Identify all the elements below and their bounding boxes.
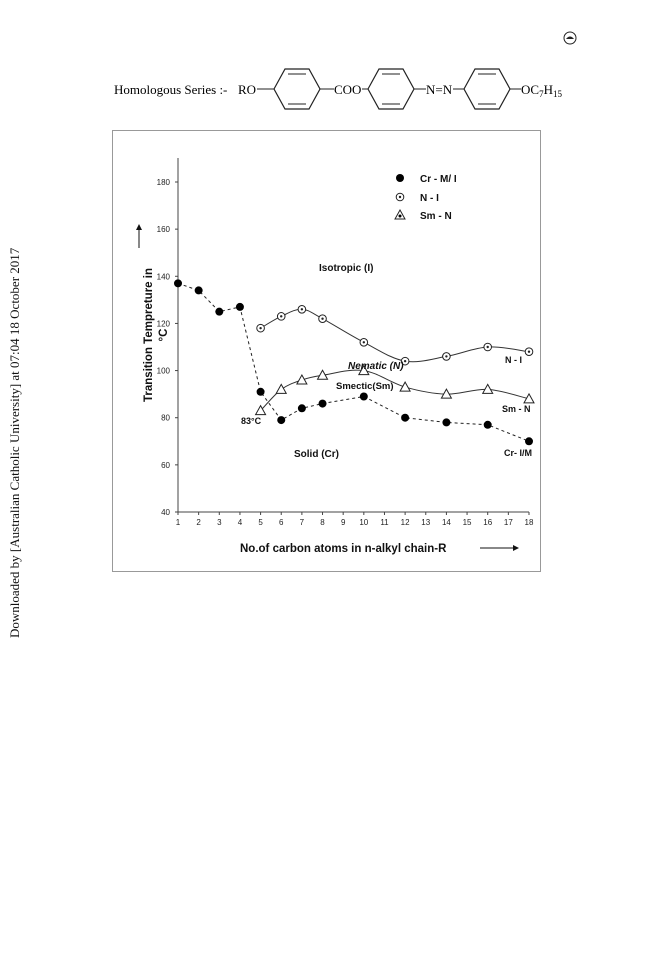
data-point	[298, 404, 306, 412]
legend-label: N - I	[420, 193, 439, 204]
curve-label-smn: Sm - N	[502, 404, 531, 414]
y-axis-unit: °C	[158, 328, 170, 342]
x-tick-label: 8	[320, 518, 325, 527]
series-prefix: Homologous Series :-	[114, 82, 228, 97]
x-tick-label: 11	[380, 518, 389, 527]
data-point	[484, 421, 492, 429]
data-point	[525, 348, 533, 356]
y-tick-label: 60	[161, 460, 170, 470]
x-axis-arrowhead	[513, 545, 519, 551]
x-tick-label: 1	[175, 518, 181, 527]
axes	[136, 158, 534, 555]
y-tick-label: 140	[156, 272, 170, 282]
x-tick-label: 2	[196, 518, 201, 527]
y-tick-label: 120	[156, 319, 170, 329]
data-point	[360, 393, 368, 401]
data-point-dot	[321, 318, 323, 320]
x-tick-label: 12	[400, 518, 410, 527]
curve-label-cr: Cr- I/M	[504, 448, 532, 458]
x-tick-label: 5	[258, 518, 263, 527]
x-tick-label: 17	[503, 518, 513, 527]
y-tick-label: 160	[156, 225, 170, 235]
data-point	[195, 286, 203, 294]
data-point-dot	[404, 360, 406, 362]
data-point	[319, 315, 327, 323]
data-point	[257, 324, 265, 332]
y-axis-label: Transition Tempreture in	[143, 268, 155, 402]
ro-group: RO	[238, 82, 257, 97]
temperature-callout: 83°C	[241, 416, 262, 426]
x-tick-label: 4	[237, 518, 243, 527]
x-tick-label: 13	[421, 518, 431, 527]
x-tick-label: 16	[483, 518, 493, 527]
data-point-dot	[445, 355, 447, 357]
x-tick-label: 9	[340, 518, 346, 527]
y-tick-label: 80	[161, 413, 170, 423]
data-point	[276, 384, 286, 393]
azo-group: N=N	[426, 82, 453, 97]
x-tick-label: 18	[524, 518, 534, 527]
data-point	[319, 400, 327, 408]
legend	[395, 174, 457, 222]
data-point	[257, 388, 265, 396]
data-point	[174, 279, 182, 287]
data-point	[442, 418, 450, 426]
download-note: Downloaded by [Australian Catholic University] at 07:04 18 October 2017	[7, 247, 22, 638]
x-tick-label: 15	[462, 518, 472, 527]
data-point	[443, 353, 451, 361]
data-point	[215, 308, 223, 316]
data-point-dot	[528, 351, 530, 353]
data-point	[484, 343, 492, 351]
data-point	[298, 305, 306, 313]
y-tick-label: 100	[156, 366, 170, 376]
legend-label: Sm - N	[420, 211, 452, 222]
x-tick-label: 6	[279, 518, 284, 527]
x-axis-label: No.of carbon atoms in n-alkyl chain-R	[240, 543, 447, 555]
data-point-dot	[363, 341, 365, 343]
region-solid: Solid (Cr)	[294, 449, 339, 460]
curve-label-ni: N - I	[505, 355, 522, 365]
ester-group: COO	[334, 82, 362, 97]
legend-marker-dot	[399, 196, 401, 198]
data-point	[297, 375, 307, 384]
region-isotropic: Isotropic (I)	[319, 263, 374, 274]
series-line-ni	[261, 309, 529, 362]
x-tick-label: 7	[299, 518, 305, 527]
x-tick-label: 3	[217, 518, 222, 527]
data-point	[525, 437, 533, 445]
y-axis-arrowhead	[136, 224, 142, 230]
data-point	[360, 338, 368, 346]
data-point-dot	[487, 346, 489, 348]
legend-marker-dot	[399, 215, 402, 218]
legend-label: Cr - M/ I	[420, 174, 457, 185]
data-point	[401, 414, 409, 422]
x-tick-label: 10	[359, 518, 369, 527]
data-point	[400, 382, 410, 391]
data-point-dot	[280, 315, 282, 317]
data-point	[277, 313, 285, 321]
region-nematic: Nematic (N)	[348, 361, 404, 372]
data-point	[277, 416, 285, 424]
legend-marker	[396, 174, 404, 182]
data-point-dot	[259, 327, 261, 329]
annotations	[241, 263, 532, 460]
legend-marker	[396, 193, 404, 201]
y-tick-label: 40	[161, 508, 170, 517]
region-smectic: Smectic(Sm)	[336, 381, 394, 392]
data-point-dot	[301, 308, 303, 310]
data-point	[236, 303, 244, 311]
y-tick-label: 180	[156, 178, 170, 187]
heptyloxy-group: $OC_7H_{15}$	[521, 82, 562, 99]
x-tick-label: 14	[441, 518, 451, 527]
